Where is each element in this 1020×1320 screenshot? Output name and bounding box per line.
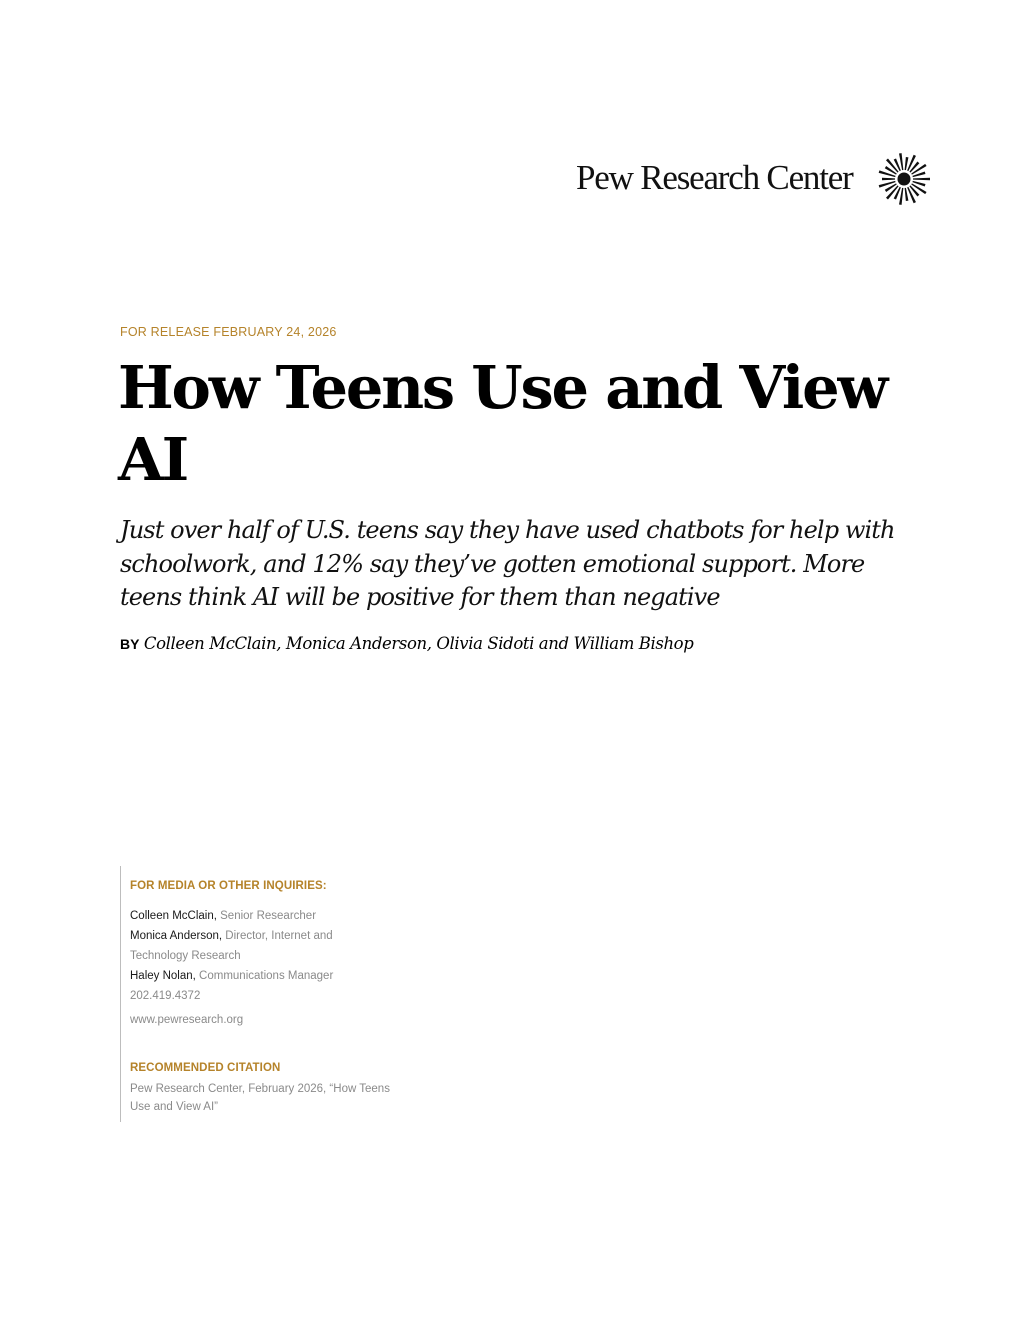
report-subtitle: Just over half of U.S. teens say they have used chatbots for help with schoolwork, and 12% say they’ve gotten emotional support. More teens think AI will be positive for them than negative bbox=[120, 516, 895, 611]
contact-name: Colleen McClain, bbox=[130, 910, 217, 922]
contact-line bbox=[130, 966, 333, 986]
citation-text: Pew Research Center, February 2026, “How Teens Use and View AI” bbox=[130, 1083, 390, 1113]
contact-role-continued: Technology Research bbox=[130, 950, 241, 962]
byline bbox=[120, 634, 920, 654]
report-title: How Teens Use and View AI bbox=[118, 353, 887, 494]
contact-phone[interactable]: 202.419.4372 bbox=[130, 990, 201, 1002]
contact-line bbox=[130, 926, 333, 946]
contact-role: Director, Internet and bbox=[225, 930, 333, 942]
contact-role: Senior Researcher bbox=[220, 910, 317, 922]
contact-name: Haley Nolan, bbox=[130, 970, 196, 982]
release-date: FOR RELEASE FEBRUARY 24, 2026 bbox=[120, 325, 337, 339]
contact-sidebar bbox=[120, 866, 390, 1122]
brand-header bbox=[560, 150, 932, 208]
sunburst-logo-icon bbox=[877, 152, 931, 206]
byline-authors: Colleen McClain, Monica Anderson, Olivia Sidoti and William Bishop bbox=[143, 634, 694, 653]
contact-name: Monica Anderson, bbox=[130, 930, 223, 942]
website-link[interactable]: www.pewresearch.org bbox=[130, 1014, 244, 1026]
contact-line bbox=[130, 906, 316, 926]
byline-label: BY bbox=[120, 636, 140, 652]
contact-role: Communications Manager bbox=[199, 970, 334, 982]
inquiries-heading: FOR MEDIA OR OTHER INQUIRIES: bbox=[130, 880, 327, 892]
citation-heading: RECOMMENDED CITATION bbox=[130, 1062, 281, 1074]
brand-name: Pew Research Center bbox=[576, 158, 853, 197]
